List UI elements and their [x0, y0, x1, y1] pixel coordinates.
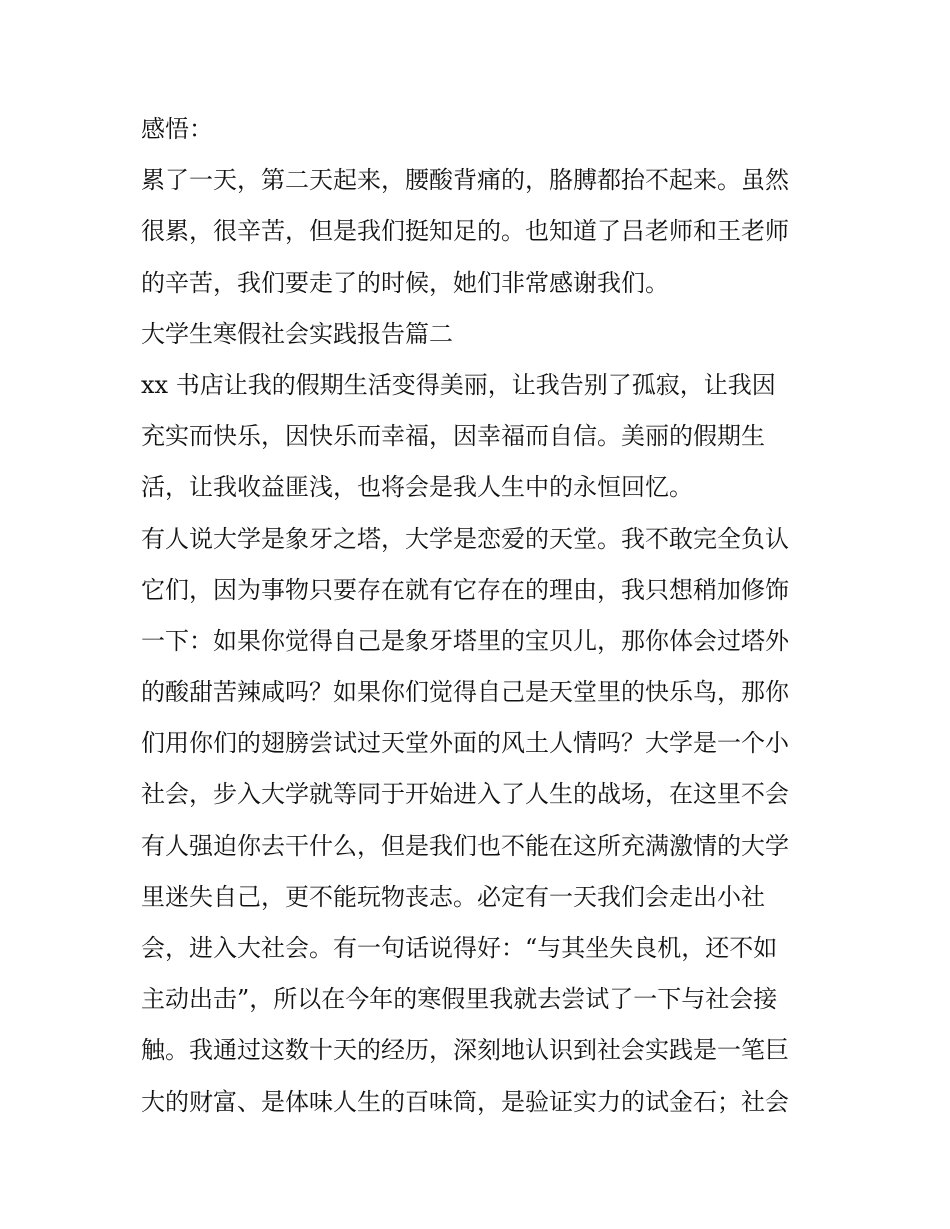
text-line: 会，进入大社会。有一句话说得好：“与其坐失良机，还不如 — [141, 934, 778, 962]
text-line: 一下：如果你觉得自己是象牙塔里的宝贝儿，那你体会过塔外 — [141, 626, 789, 655]
text-line: 累了一天，第二天起来，腰酸背痛的，胳膊都抬不起来。虽然 — [141, 166, 789, 195]
text-line: 触。我通过这数十天的经历，深刻地认识到社会实践是一笔巨 — [141, 1036, 789, 1065]
text-line: 有人强迫你去干什么，但是我们也不能在这所充满激情的大学 — [141, 831, 789, 860]
text-line: 们用你们的翅膀尝试过天堂外面的风土人情吗？大学是一个小 — [141, 729, 789, 758]
text-line: 大的财富、是体味人生的百味筒，是验证实力的试金石；社会 — [141, 1087, 789, 1116]
text-line: 活，让我收益匪浅，也将会是我人生中的永恒回忆。 — [141, 473, 693, 502]
text-line: 它们，因为事物只要存在就有它存在的理由，我只想稍加修饰 — [141, 575, 789, 604]
text-line: 有人说大学是象牙之塔，大学是恋爱的天堂。我不敢完全负认 — [141, 524, 789, 553]
text-line: 社会，步入大学就等同于开始进入了人生的战场，在这里不会 — [141, 780, 789, 809]
text-line: 很累，很辛苦，但是我们挺知足的。也知道了吕老师和王老师 — [141, 217, 789, 246]
section-heading: 大学生寒假社会实践报告篇二 — [141, 319, 453, 348]
text-line: 的酸甜苦辣咸吗？如果你们觉得自己是天堂里的快乐鸟，那你 — [141, 678, 789, 707]
text-line: 里迷失自己，更不能玩物丧志。必定有一天我们会走出小社 — [141, 882, 765, 911]
text-line: 感悟： — [141, 115, 213, 143]
text-line: xx 书店让我的假期生活变得美丽，让我告别了孤寂，让我因 — [141, 370, 776, 399]
text-line: 主动出击”，所以在今年的寒假里我就去尝试了一下与社会接 — [141, 985, 778, 1014]
text-line: 充实而快乐，因快乐而幸福，因幸福而自信。美丽的假期生 — [141, 422, 765, 451]
body-text — [141, 104, 821, 1128]
text-line: 的辛苦，我们要走了的时候，她们非常感谢我们。 — [141, 268, 669, 297]
